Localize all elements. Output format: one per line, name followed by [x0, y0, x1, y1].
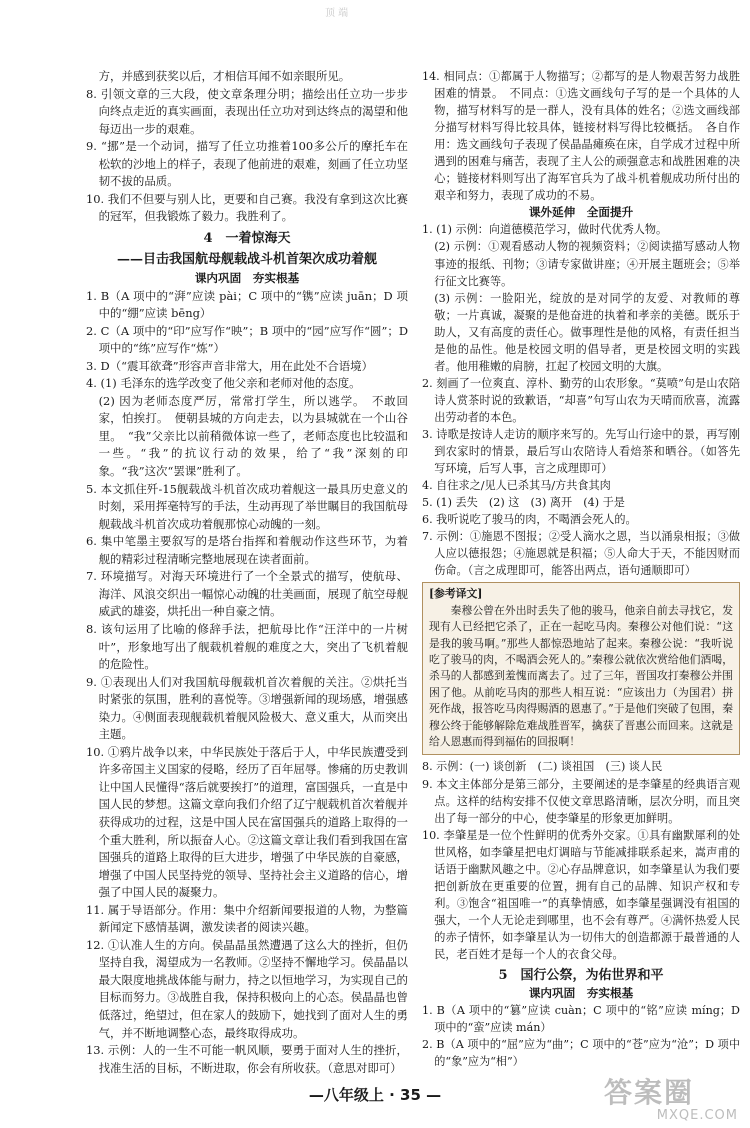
- answer-item: 1. (1) 示例：向道德模范学习，做时代优秀人物。: [422, 223, 668, 237]
- subsection-heading: 课内巩固 夯实根基: [194, 271, 300, 286]
- watermark-line1: 答案圈: [604, 1076, 695, 1109]
- answer-item: 8. 示例：(一) 谈创新 (二) 谈祖国 (三) 谈人民: [422, 760, 663, 774]
- answer-item: 14. 相同点：①都属于人物描写；②都写的是人物艰苦努力战胜困难的情景。 不同点：①选文画线句子写的是一个具体的人物，描写材料写的是一群人，没有具体的姓名；②选文画线部分描写材料写得比较具体，链接材料写得比较概括。 各自作用：选文画线句子表现了侯晶晶瘫痪在床，自学成才过程中所遇到的困难与痛苦，表现了主人公的顽强意志和战胜困难的决心；链接材料则写出了海军官兵为了战斗机着舰成功所付出的艰辛和努力，表现了成功的不易。: [422, 70, 740, 203]
- answer-item: 13. 示例：人的一生不可能一帆风顺，要勇于面对人生的挫折，找准生活的目标，不断进取，你会有所收获。（意思对即可）: [86, 1043, 408, 1075]
- right-column: [422, 68, 740, 1070]
- answer-item: 10. ①鸦片战争以来，中华民族处于落后于人，中华民族遭受到许多帝国主义国家的侵略，经历了百年屈辱。惨痛的历史教训让中国人民懂得“落后就要挨打”的道理，富国强兵，一直是中国人民的梦想。这篇文章向我们介绍了辽宁舰载机首次着舰并获得成功的过程，这是中国人民在富国强兵的道路上取得的一个重大胜利，所以振奋人心。②这篇文章让我们看到我国在富国强兵的道路上取得的巨大进步，增强了中华民族的自豪感，增强了中国人民坚持党的领导、坚持社会主义道路的信心，增强了中国人民的凝聚力。: [86, 744, 408, 900]
- answer-item: 7. 示例：①施恩不图报；②受人滴水之恩，当以涌泉相报；③做人应以德报怨；④施恩就是积福；⑤人命大于天，不能因财而伤命。（言之成理即可，能答出两点，语句通顺即可）: [422, 530, 740, 578]
- section-heading: ——目击我国航母舰载战斗机首架次成功着舰: [116, 252, 377, 268]
- watermark-line2: MXQE.COM: [656, 1108, 738, 1123]
- top-mark: 顶 端: [325, 8, 349, 19]
- section-heading: 5 国行公祭，为佑世界和平: [498, 968, 664, 984]
- answer-item: 12. ①认准人生的方向。侯晶晶虽然遭遇了这么大的挫折，但仍坚持自我，渴望成为一名教师。②坚持不懈地学习。侯晶晶以最大限度地挑战体能与耐力，持之以恒地学习，为实现自己的目标而努力。③战胜自我，保持积极向上的心态。侯晶晶也曾低落过，绝望过，但在家人的鼓励下，她找到了面对人生的勇气，并不断地调整心态，最终取得成功。: [86, 937, 408, 1040]
- answer-item: 5. (1) 丢失 (2) 这 (3) 离开 (4) 于是: [422, 496, 625, 510]
- answer-subitem: (2) 因为老师态度严厉，常常打学生，所以逃学。 不敢回家，怕挨打。 便朝县城的方向走去，以为县城就在一个山谷里。 “我”父亲比以前稍微体谅一些了，老师态度也比较温和一些。“我”的抗议行动的效果，给了“我”深刻的印象。“我”这次“罢课”胜利了。: [98, 393, 408, 479]
- answer-item: 3. D（“震耳欲聋”形容声音非常大，用在此处不合语境）: [86, 358, 374, 373]
- answer-item: 2. 刻画了一位爽直、淳朴、勤劳的山农形象。“莫喷”句是山农陪诗人赏茶时说的致歉语，“却喜”句写山农为天晴而欣喜，流露出劳动者的本色。: [422, 376, 740, 424]
- answer-item: 9. 本文主体部分是第三部分，主要阐述的是李肇星的经典语言观点。这样的结构安排不仅使文章思路清晰，层次分明，而且突出了每一部分的中心，使李肇星的形象更加鲜明。: [422, 777, 740, 825]
- answer-subitem: (3) 示例：一脸阳光，绽放的是对同学的友爱、对教师的尊敬；一片真诚，凝聚的是他奋进的执着和孝亲的美德。既乐于助人，又有高度的责任心。做事理性是他的风格，有责任担当是他的品性。他是校园文明的倡导者，更是校园文明的实践者。他用稚嫩的肩膀，扛起了校园文明的大旗。: [434, 291, 740, 373]
- answer-continuation: 方，并感到获奖以后，才相信耳闻不如亲眼所见。: [98, 69, 351, 83]
- answer-item: 6. 我听说吃了骏马的肉，不喝酒会死人的。: [422, 513, 637, 527]
- answer-item: 1. B（A 项中的“湃”应读 pài；C 项中的“镌”应读 juān；D 项中的“绷”应读 bēng）: [86, 288, 408, 321]
- answer-item: 10. 我们不但要与别人比，更要和自己赛。我没有拿到这次比赛的冠军，但我锻炼了毅力。我胜利了。: [86, 191, 408, 224]
- answer-item: 3. 诗歌是按诗人走访的顺序来写的。先写山行途中的景，再写刚到农家时的情景，最后写山农陪诗人看焙茶和晒谷。（如答先写环境，后写人事，言之成理即可）: [422, 427, 740, 476]
- answer-item: 1. B（A 项中的“篡”应读 cuàn；C 项中的“铭”应读 míng；D 项中的“蛮”应读 mán）: [422, 1004, 740, 1035]
- answer-subitem: (2) 示例：①观看感动人物的视频资料；②阅读描写感动人物事迹的报纸、刊物；③请专家做讲座；④开展主题班会；⑤举行征文比赛等。: [434, 240, 740, 288]
- left-column: [86, 68, 408, 1077]
- answer-item: 9. ①表现出人们对我国航母舰载机首次着舰的关注。②烘托当时紧张的氛围，胜利的喜悦等。③增强新闻的现场感，增强感染力。④侧面表现舰载机着舰风险极大、意义重大，从而突出主题。: [86, 674, 408, 742]
- subsection-heading: 课外延伸 全面提升: [528, 205, 634, 220]
- answer-item: 9. “挪”是一个动词，描写了任立功推着100多公斤的摩托车在松软的沙地上的样子，表现了他前进的艰难，刻画了任立功坚韧不拔的品质。: [86, 139, 408, 189]
- translation-text: 秦穆公曾在外出时丢失了他的骏马，他亲自前去寻找它，发现有人已经把它杀了，正在一起吃马肉。秦穆公对他们说：“这是我的骏马啊。”那些人都惊恐地站了起来。秦穆公说：“我听说吃了骏马的肉，不喝酒会死人的。”秦穆公就依次赏给他们酒喝，杀马的人都感到羞愧而离去了。过了三年，晋国攻打秦穆公并围困了他。从前吃马肉的那些人相互说：“应该出力（为国君）拼死作战，报答吃马肉得赐酒的恩惠了。”于是他们突破了包围，秦穆公终于能够解除危难战胜晋军，擒获了晋惠公而回来。这就是给人恩惠而得到福佑的回报啊！: [429, 603, 733, 749]
- answer-item: 4. 自往求之/见人已杀其马/方共食其肉: [422, 479, 611, 493]
- answer-item: 11. 属于导语部分。作用：集中介绍新闻要报道的人物，为整篇新闻定下感情基调，激发读者的阅读兴趣。: [86, 902, 408, 935]
- answer-item: 8. 引领文章的三大段，使文章条理分明；描绘出任立功一步步向终点走近的真实画面，表现出任立功对到达终点的渴望和他每迈出一步的艰难。: [86, 86, 408, 136]
- watermark-logo: [604, 1078, 744, 1124]
- subsection-heading: 课内巩固 夯实根基: [528, 986, 634, 1001]
- section-heading: 4 一着惊海天: [203, 230, 291, 246]
- answer-item: 10. 李肇星是一位个性鲜明的优秀外交家。①具有幽默犀利的处世风格，如李肇星把电灯调暗与节能减排联系起来，嵩声甫的话语于幽默风趣之中。②心存品牌意识，如李肇星认为我们要把创新放在更重要的位置，拥有自己的品牌、知识产权和专利。③饱含“祖国唯一”的真挚情感，如李肇星强调没有祖国的强大，一个人无论走到哪里，也不会有尊严。④满怀热爱人民的赤子情怀，如李肇星认为一切伟大的创造都源于最普通的人民，老百姓才是每一个人的衣食父母。: [422, 828, 740, 961]
- translation-title: [参考译文]: [429, 587, 483, 601]
- answer-item: 4. (1) 毛泽东的选学改变了他父亲和老师对他的态度。: [86, 376, 361, 391]
- answer-item: 2. B（A 项中的“屈”应为“曲”；C 项中的“苍”应为“沧”；D 项中的“象”应为“相”）: [422, 1038, 740, 1069]
- answer-item: 5. 本文抓住歼-15舰载战斗机首次成功着舰这一最具历史意义的时刻，采用挥毫特写的手法，生动再现了举世瞩目的我国航母舰载战斗机首次成功着舰那惊心动魄的一刻。: [86, 481, 408, 531]
- answer-item: 7. 环境描写。对海天环境进行了一个全景式的描写，使航母、海洋、风浪交织出一幅惊心动魄的壮美画面，展现了航空母舰威武的雄姿，烘托出一种自豪之情。: [86, 569, 408, 619]
- answer-item: 2. C（A 项中的“印”应写作“映”；B 项中的“园”应写作“圆”；D 项中的“练”应写作“炼”）: [86, 323, 408, 356]
- page-footer: —八年级上 · 35 —: [308, 1086, 442, 1104]
- answer-item: 8. 该句运用了比喻的修辞手法，把航母比作“汪洋中的一片树叶”，形象地写出了舰载机着舰的难度之大，突出了飞机着舰的危险性。: [86, 621, 408, 672]
- answer-item: 6. 集中笔墨主要叙写的是塔台指挥和着舰动作这些环节，为着舰的精彩过程清晰完整地展现在读者面前。: [86, 534, 408, 566]
- translation-box: [422, 582, 740, 755]
